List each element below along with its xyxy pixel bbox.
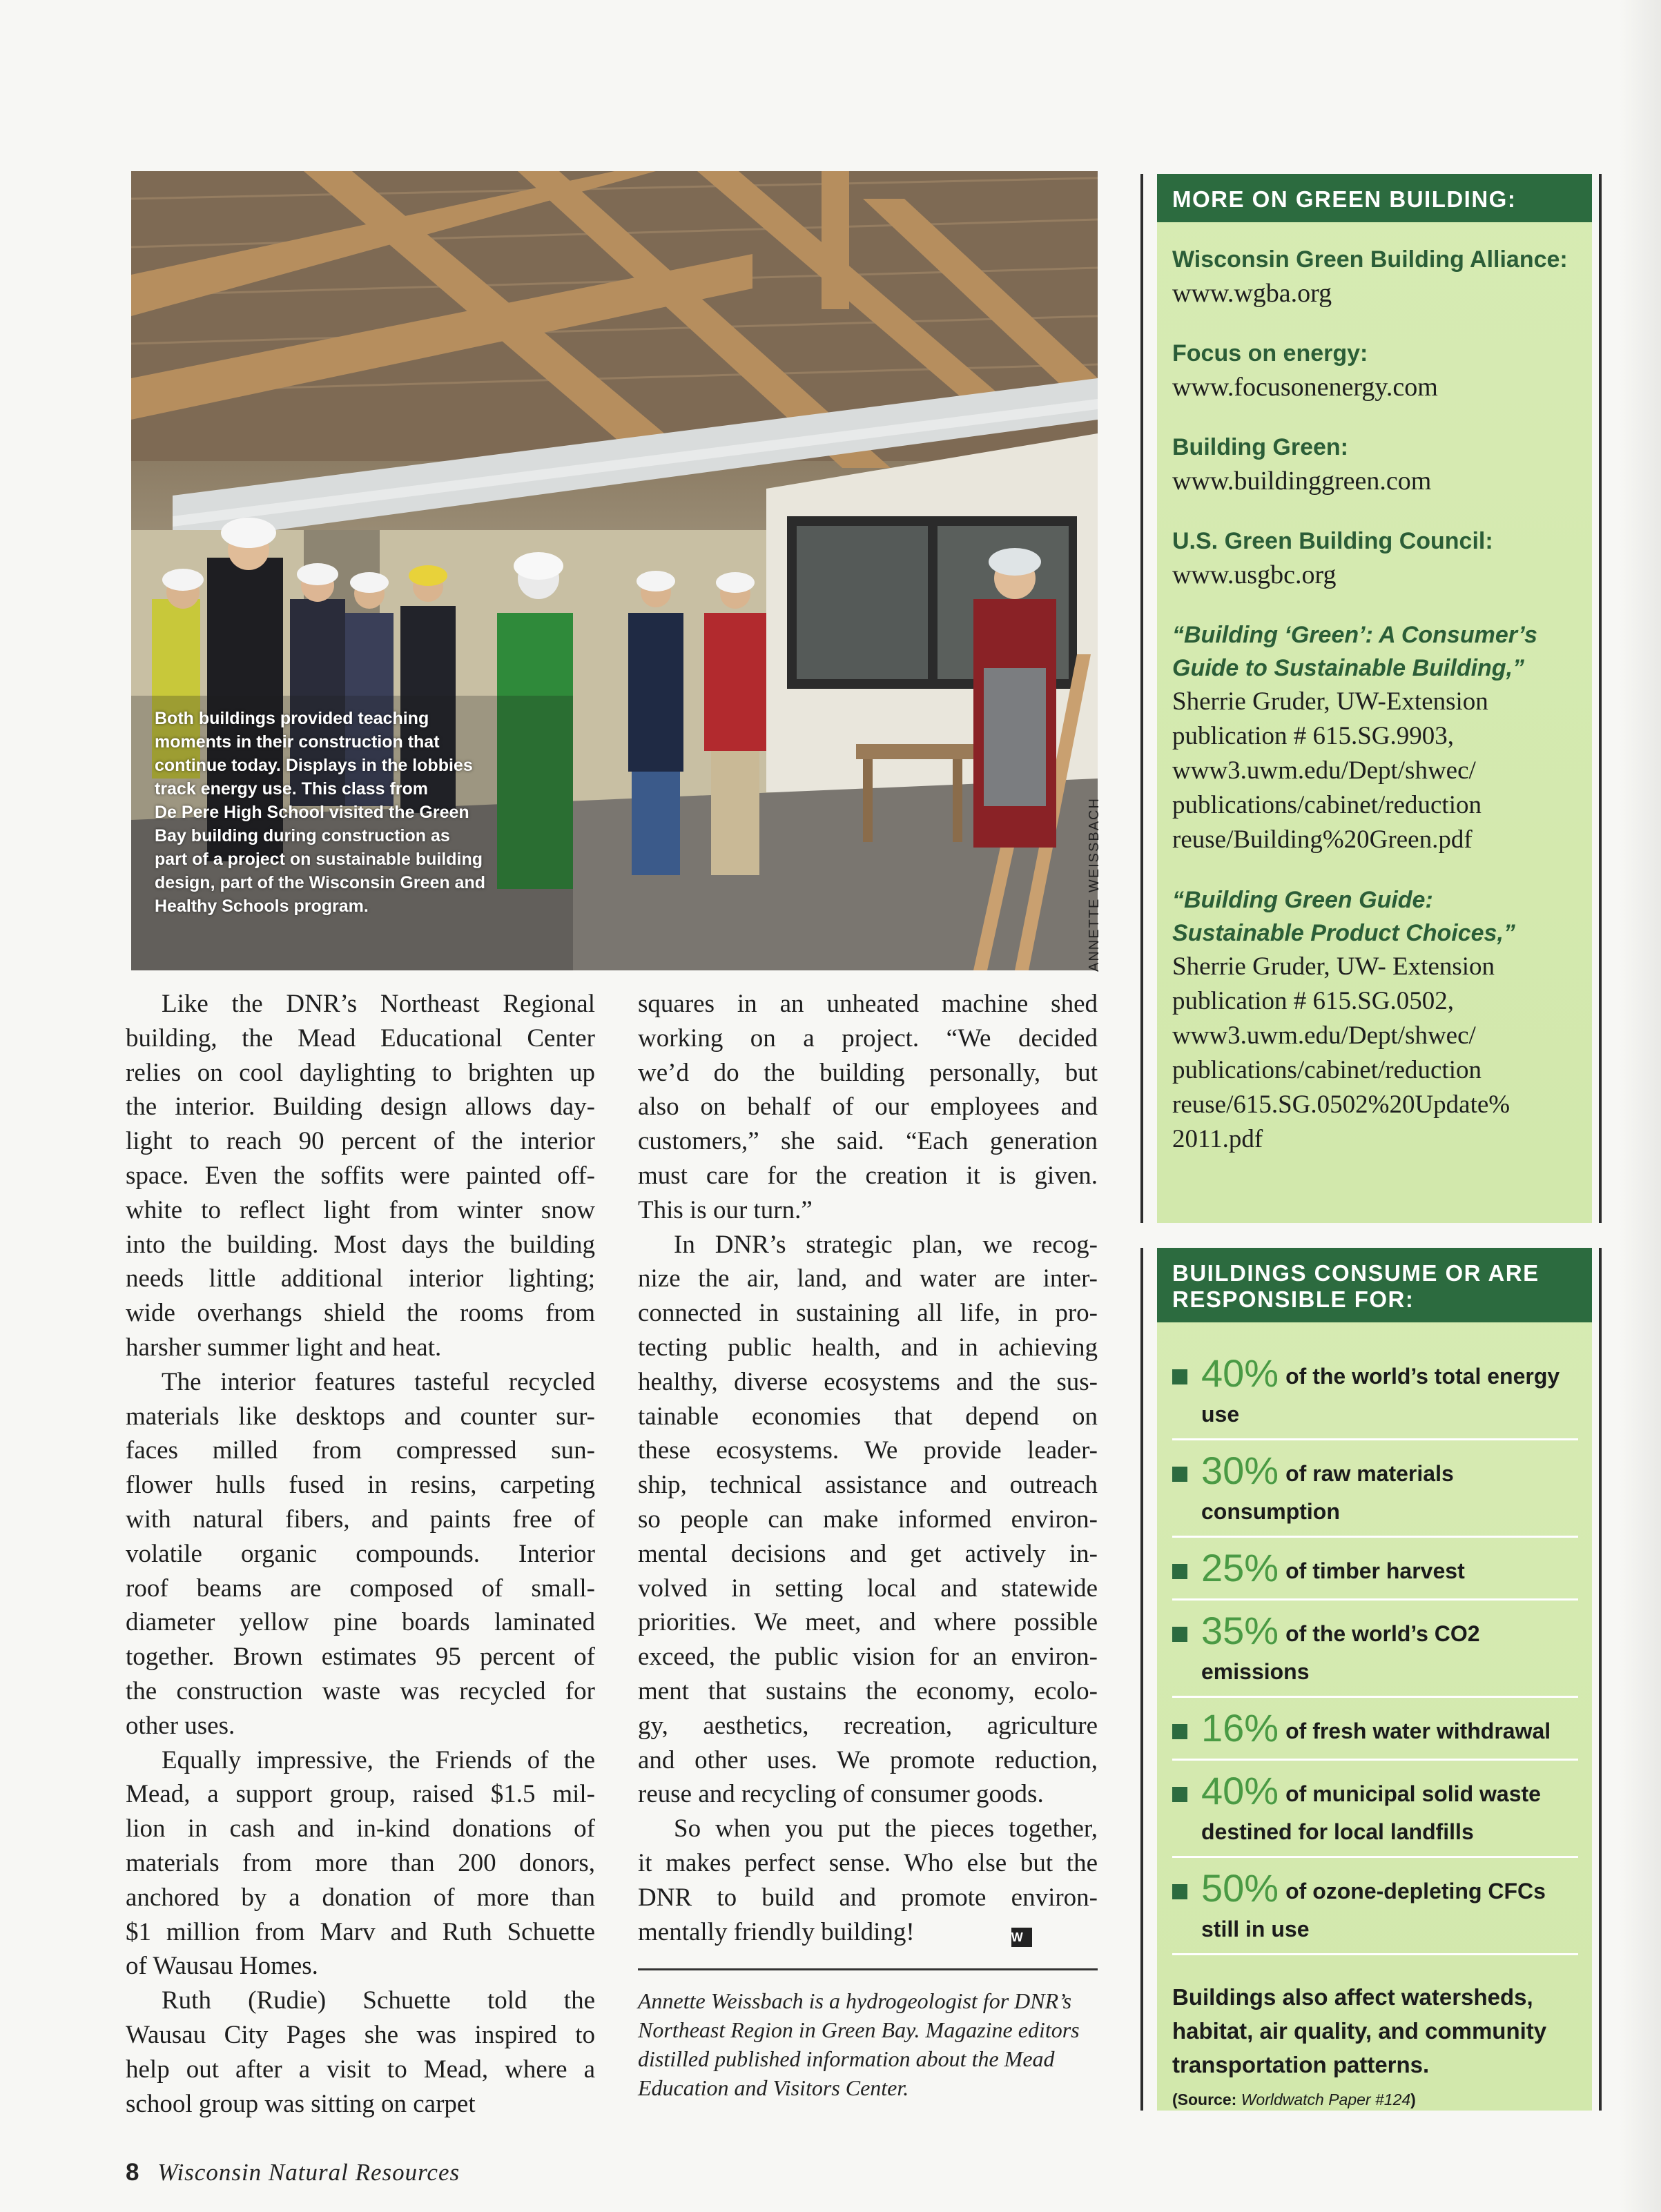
text-line: materials from more than 200 donors, bbox=[126, 1848, 595, 1877]
publication-detail: publications/cabinet/reduction bbox=[1172, 1056, 1482, 1084]
stat-body bbox=[1201, 1607, 1578, 1689]
text-line: Ruth (Rudie) Schuette told the bbox=[162, 1986, 595, 2015]
text-line: the interior. Building design allows day- bbox=[126, 1093, 595, 1122]
square-bullet-icon bbox=[1172, 1787, 1187, 1802]
text-line: flower hulls fused in resins, carpeting bbox=[126, 1471, 595, 1500]
text-line: Like the DNR’s Northeast Regional bbox=[162, 990, 595, 1018]
text-line: Equally impressive, the Friends of the bbox=[162, 1745, 595, 1774]
publication-detail: www3.uwm.edu/Dept/shwec/ bbox=[1172, 756, 1476, 785]
text-line: light to reach 90 percent of the interior bbox=[126, 1127, 595, 1156]
text-line: reuse and recycling of consumer goods. bbox=[638, 1780, 1044, 1809]
publication-detail: www3.uwm.edu/Dept/shwec/ bbox=[1172, 1021, 1476, 1050]
bio-divider bbox=[638, 1968, 1098, 1970]
publication-detail: publications/cabinet/reduction bbox=[1172, 791, 1482, 819]
publication-item bbox=[1172, 883, 1577, 1157]
page-footer bbox=[126, 2159, 460, 2186]
publication-detail: 2011.pdf bbox=[1172, 1125, 1263, 1153]
stat-text: of municipal solid waste destined for local landfills bbox=[1201, 1781, 1541, 1844]
photo-credit: ANNETTE WEISSBACH bbox=[1087, 797, 1102, 972]
stat-body bbox=[1201, 1705, 1578, 1752]
stat-percent: 40% bbox=[1201, 1351, 1279, 1395]
text-line: The interior features tasteful recycled bbox=[162, 1367, 595, 1396]
stat-text: of the world’s CO2 emissions bbox=[1201, 1621, 1480, 1684]
stat-percent: 16% bbox=[1201, 1706, 1279, 1750]
text-line: So when you put the pieces together, bbox=[674, 1814, 1098, 1843]
stat-source bbox=[1157, 2082, 1592, 2111]
text-line: customers,” she said. “Each generation bbox=[638, 1127, 1098, 1156]
text-line: space. Even the soffits were painted off- bbox=[126, 1161, 595, 1190]
text-line: these ecosystems. We provide leader- bbox=[638, 1436, 1098, 1465]
article-column-left bbox=[126, 987, 595, 2121]
text-line: with natural fibers, and paints free of bbox=[126, 1505, 595, 1534]
text-line: roof beams are composed of small- bbox=[126, 1574, 595, 1603]
resource-name: Building Green: bbox=[1172, 434, 1348, 460]
publication-detail: Sherrie Gruder, UW-Extension bbox=[1172, 687, 1488, 716]
text-line: diameter yellow pine boards laminated bbox=[126, 1608, 595, 1637]
stat-body bbox=[1201, 1447, 1578, 1529]
resource-url[interactable]: www.buildinggreen.com bbox=[1172, 467, 1432, 496]
photo-caption: Both buildings provided teaching moments in their construction that continue today. Displays in the lobbies track energy use. This class from De Pere High School visited the Green Bay building during construction as part of a project on sustainable building design, part of the Wisconsin Green and Healthy Schools program. bbox=[155, 709, 486, 916]
publication-title: “Building ‘Green’: A Consumer’s bbox=[1172, 622, 1537, 648]
source-suffix: ) bbox=[1410, 2091, 1416, 2108]
publication-item bbox=[1172, 618, 1577, 857]
publication-title: Guide to Sustainable Building,” bbox=[1172, 655, 1525, 681]
stat-row bbox=[1172, 1858, 1578, 1955]
stat-body bbox=[1201, 1545, 1578, 1592]
square-bullet-icon bbox=[1172, 1369, 1187, 1384]
article-column-middle bbox=[638, 987, 1098, 1949]
resource-name: U.S. Green Building Council: bbox=[1172, 528, 1493, 554]
sidebar-rule-left-bottom bbox=[1140, 1248, 1143, 2111]
stat-text: of ozone-depleting CFCs still in use bbox=[1201, 1879, 1546, 1941]
text-line: mentally friendly building! W bbox=[638, 1915, 1098, 1950]
resource-url[interactable]: www.focusonenergy.com bbox=[1172, 373, 1438, 402]
publication-detail: reuse/615.SG.0502%20Update% bbox=[1172, 1090, 1511, 1119]
stat-percent: 35% bbox=[1201, 1609, 1279, 1652]
text-line: $1 million from Marv and Ruth Schuette bbox=[126, 1917, 595, 1946]
stat-text: of fresh water withdrawal bbox=[1285, 1719, 1551, 1743]
sidebar-rule-right-top bbox=[1599, 174, 1602, 1223]
text-line: help out after a visit to Mead, where a bbox=[126, 2055, 595, 2084]
text-line: harsher summer light and heat. bbox=[126, 1333, 442, 1362]
text-line: wide overhangs shield the rooms from bbox=[126, 1299, 595, 1328]
text-line: mental decisions and get actively in- bbox=[638, 1539, 1098, 1568]
square-bullet-icon bbox=[1172, 1564, 1187, 1579]
text-line: gy, aesthetics, recreation, agriculture bbox=[638, 1711, 1098, 1740]
article-paragraph bbox=[638, 1812, 1098, 1949]
text-line: squares in an unheated machine shed bbox=[638, 990, 1098, 1018]
stat-row bbox=[1172, 1698, 1578, 1761]
text-line: and other uses. We promote reduction, bbox=[638, 1745, 1098, 1774]
text-line: lion in cash and in-kind donations of bbox=[126, 1814, 595, 1843]
author-bio: Annette Weissbach is a hydrogeologist for DNR’s Northeast Region in Green Bay. Magazine editors distilled published information about the Mead Education and Visitors Center. bbox=[638, 1988, 1080, 2100]
publication-detail: publication # 615.SG.0502, bbox=[1172, 987, 1455, 1015]
text-line: school group was sitting on carpet bbox=[126, 2089, 476, 2118]
stat-body bbox=[1201, 1768, 1578, 1849]
article-paragraph bbox=[638, 987, 1098, 1228]
text-line: building, the Mead Educational Center bbox=[126, 1024, 595, 1053]
consumption-sidebar bbox=[1157, 1248, 1592, 2111]
stat-percent: 25% bbox=[1201, 1546, 1279, 1589]
text-line: needs little additional interior lighting; bbox=[126, 1264, 595, 1293]
resource-item bbox=[1172, 431, 1577, 498]
stat-body bbox=[1201, 1865, 1578, 1946]
stat-row bbox=[1172, 1601, 1578, 1698]
text-line: connected in sustaining all life, in pro- bbox=[638, 1299, 1098, 1328]
article-paragraph bbox=[126, 987, 595, 1365]
text-line: must care for the creation it is given. bbox=[638, 1161, 1098, 1190]
text-line: tainable economies that depend on bbox=[638, 1402, 1098, 1431]
text-line: white to reflect light from winter snow bbox=[126, 1195, 595, 1224]
square-bullet-icon bbox=[1172, 1884, 1187, 1899]
text-line: tecting public health, and in achieving bbox=[638, 1333, 1098, 1362]
stat-text: of raw materials consumption bbox=[1201, 1461, 1454, 1524]
consumption-heading: BUILDINGS CONSUME OR ARE RESPONSIBLE FOR: bbox=[1157, 1248, 1592, 1322]
article-paragraph bbox=[126, 1984, 595, 2121]
stat-text: of the world’s total energy use bbox=[1201, 1364, 1560, 1427]
publication-name: Wisconsin Natural Resources bbox=[157, 2159, 460, 2186]
publication-detail: publication # 615.SG.9903, bbox=[1172, 722, 1455, 750]
stat-row bbox=[1172, 1343, 1578, 1440]
page-edge-shadow bbox=[1620, 0, 1661, 2212]
stat-percent: 40% bbox=[1201, 1769, 1279, 1812]
text-line: volved in setting local and statewide bbox=[638, 1574, 1098, 1603]
sidebar-rule-right-bottom bbox=[1599, 1248, 1602, 2111]
stat-row bbox=[1172, 1538, 1578, 1601]
text-line: Wausau City Pages she was inspired to bbox=[126, 2020, 595, 2049]
stat-text: of timber harvest bbox=[1285, 1558, 1465, 1583]
stat-row bbox=[1172, 1761, 1578, 1858]
text-line: ment that sustains the economy, ecolo- bbox=[638, 1676, 1098, 1705]
resource-list bbox=[1157, 222, 1592, 1157]
square-bullet-icon bbox=[1172, 1467, 1187, 1482]
text-line: into the building. Most days the building bbox=[126, 1230, 595, 1259]
text-line: ship, technical assistance and outreach bbox=[638, 1471, 1098, 1500]
text-line: anchored by a donation of more than bbox=[126, 1883, 595, 1912]
text-line: volatile organic compounds. Interior bbox=[126, 1539, 595, 1568]
text-line: In DNR’s strategic plan, we recog- bbox=[674, 1230, 1098, 1259]
publication-detail: Sherrie Gruder, UW- Extension bbox=[1172, 952, 1495, 981]
text-line: so people can make informed environ- bbox=[638, 1505, 1098, 1534]
text-line: it makes perfect sense. Who else but the bbox=[638, 1848, 1098, 1877]
text-line: This is our turn.” bbox=[638, 1195, 813, 1224]
text-line: other uses. bbox=[126, 1711, 235, 1740]
text-line: relies on cool daylighting to brighten up bbox=[126, 1058, 595, 1087]
publication-title: “Building Green Guide: bbox=[1172, 887, 1433, 913]
sidebar-rule-left-top bbox=[1140, 174, 1143, 1223]
text-line: priorities. We meet, and where possible bbox=[638, 1608, 1098, 1637]
square-bullet-icon bbox=[1172, 1724, 1187, 1739]
stat-body bbox=[1201, 1350, 1578, 1431]
stat-note: Buildings also affect watersheds, habitat, air quality, and community transportation patterns. bbox=[1172, 1984, 1547, 2077]
green-building-sidebar bbox=[1157, 174, 1592, 1223]
text-line: materials like desktops and counter sur- bbox=[126, 1402, 595, 1431]
square-bullet-icon bbox=[1172, 1627, 1187, 1642]
resource-item bbox=[1172, 337, 1577, 404]
text-line: nize the air, land, and water are inter- bbox=[638, 1264, 1098, 1293]
resource-item bbox=[1172, 243, 1577, 311]
text-line: DNR to build and promote environ- bbox=[638, 1883, 1098, 1912]
resource-url[interactable]: www.usgbc.org bbox=[1172, 560, 1337, 589]
green-building-heading: MORE ON GREEN BUILDING: bbox=[1157, 174, 1592, 222]
resource-url[interactable]: www.wgba.org bbox=[1172, 279, 1332, 308]
end-mark-icon: W bbox=[1011, 1928, 1032, 1947]
article-photo bbox=[131, 171, 1098, 970]
text-line: we’d do the building personally, but bbox=[638, 1058, 1098, 1087]
stat-list bbox=[1157, 1322, 1592, 1955]
stat-percent: 50% bbox=[1201, 1866, 1279, 1910]
text-line: exceed, the public vision for an environ- bbox=[638, 1643, 1098, 1672]
publication-title: Sustainable Product Choices,” bbox=[1172, 920, 1515, 946]
text-line: Mead, a support group, raised $1.5 mil- bbox=[126, 1780, 595, 1809]
stat-row bbox=[1172, 1440, 1578, 1538]
article-paragraph bbox=[126, 1365, 595, 1743]
source-prefix: (Source: bbox=[1172, 2091, 1241, 2108]
resource-name: Wisconsin Green Building Alliance: bbox=[1172, 246, 1568, 273]
text-line: working on a project. “We decided bbox=[638, 1024, 1098, 1053]
source-title: Worldwatch Paper #124 bbox=[1241, 2091, 1411, 2108]
text-line: faces milled from compressed sun- bbox=[126, 1436, 595, 1465]
article-paragraph bbox=[126, 1743, 595, 1984]
stat-percent: 30% bbox=[1201, 1449, 1279, 1492]
resource-name: Focus on energy: bbox=[1172, 340, 1368, 366]
text-line: the construction waste was recycled for bbox=[126, 1676, 595, 1705]
text-line: also on behalf of our employees and bbox=[638, 1093, 1098, 1122]
text-line: healthy, diverse ecosystems and the sus- bbox=[638, 1367, 1098, 1396]
resource-item bbox=[1172, 525, 1577, 592]
text-line: of Wausau Homes. bbox=[126, 1952, 318, 1981]
text-line: together. Brown estimates 95 percent of bbox=[126, 1643, 595, 1672]
page-number: 8 bbox=[126, 2159, 139, 2186]
publication-detail: reuse/Building%20Green.pdf bbox=[1172, 825, 1473, 854]
article-paragraph bbox=[638, 1228, 1098, 1812]
